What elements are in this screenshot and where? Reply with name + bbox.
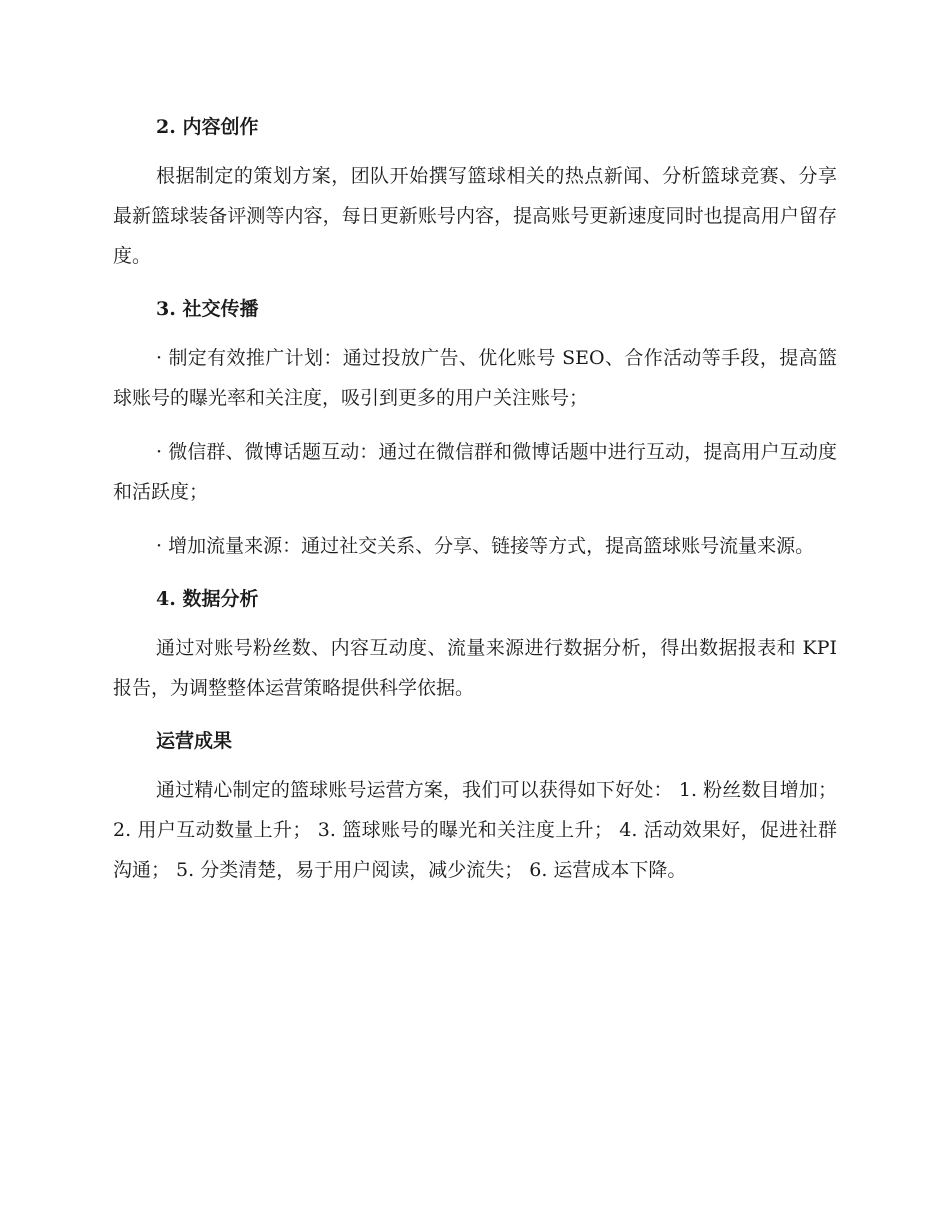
section-heading-content-creation: 2. 内容创作 — [156, 116, 259, 138]
paragraph-traffic-sources: · 增加流量来源：通过社交关系、分享、链接等方式，提高篮球账号流量来源。 — [156, 535, 815, 557]
section-heading-social-spread: 3. 社交传播 — [156, 298, 259, 320]
paragraph-promotion-plan: · 制定有效推广计划：通过投放广告、优化账号 SEO、合作活动等手段，提高篮球账号的曝光率和关注度，吸引到更多的用户关注账号； — [113, 347, 837, 409]
paragraph-wechat-weibo: · 微信群、微博话题互动：通过在微信群和微博话题中进行互动，提高用户互动度和活跃度； — [113, 441, 837, 503]
paragraph-content-creation: 根据制定的策划方案，团队开始撰写篮球相关的热点新闻、分析篮球竞赛、分享最新篮球装备评测等内容，每日更新账号内容，提高账号更新速度同时也提高用户留存度。 — [113, 165, 837, 267]
paragraph-results: 通过精心制定的篮球账号运营方案，我们可以获得如下好处： 1. 粉丝数目增加； 2. 用户互动数量上升； 3. 篮球账号的曝光和关注度上升； 4. 活动效果好，促进社群沟通； 5. 分类清楚，易于用户阅读，减少流失； 6. 运营成本下降。 — [113, 779, 837, 881]
paragraph-data-analysis: 通过对账号粉丝数、内容互动度、流量来源进行数据分析，得出数据报表和 KPI 报告，为调整整体运营策略提供科学依据。 — [113, 637, 837, 699]
section-heading-data-analysis: 4. 数据分析 — [156, 588, 259, 610]
section-heading-results: 运营成果 — [156, 730, 233, 752]
document-body — [113, 108, 837, 890]
